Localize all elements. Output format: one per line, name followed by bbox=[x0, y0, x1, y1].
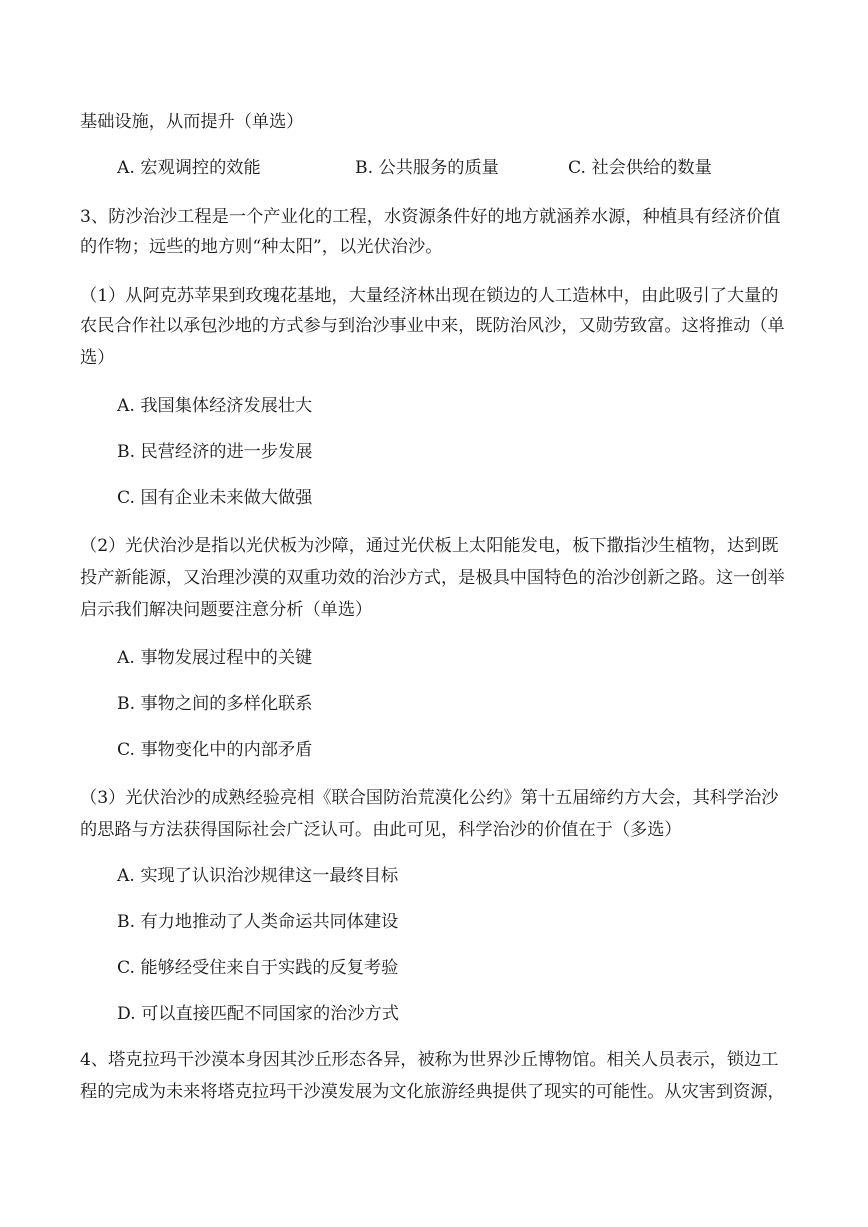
q3-sub3-option-b: B. 有力地推动了人类命运共同体建设 bbox=[117, 912, 399, 932]
q3-intro-line-1: 3、防沙治沙工程是一个产业化的工程，水资源条件好的地方就涵养水源，种植具有经济价值 bbox=[80, 207, 781, 227]
q4-stem-line-1: 4、塔克拉玛干沙漠本身因其沙丘形态各异，被称为世界沙丘博物馆。相关人员表示，锁边工 bbox=[80, 1050, 779, 1070]
q3-sub3-stem-line-1: （3）光伏治沙的成熟经验亮相《联合国防治荒漠化公约》第十五届缔约方大会，其科学治沙 bbox=[80, 788, 779, 808]
q3-sub1-option-b: B. 民营经济的进一步发展 bbox=[117, 442, 313, 462]
q3-intro-line-2: 的作物；远些的地方则“种太阳”，以光伏治沙。 bbox=[80, 237, 443, 257]
q2-stem-tail: 基础设施，从而提升（单选） bbox=[80, 112, 304, 132]
q3-sub2-stem-line-3: 启示我们解决问题要注意分析（单选） bbox=[80, 600, 373, 620]
q3-sub3-option-c: C. 能够经受住来自于实践的反复考验 bbox=[117, 958, 399, 978]
q3-sub1-stem-line-2: 农民合作社以承包沙地的方式参与到治沙事业中来，既防治风沙，又勋劳致富。这将推动（单 bbox=[80, 316, 785, 336]
q2-option-b: B. 公共服务的质量 bbox=[355, 158, 499, 178]
q3-sub2-option-c: C. 事物变化中的内部矛盾 bbox=[117, 740, 313, 760]
q3-sub2-stem-line-1: （2）光伏治沙是指以光伏板为沙障，通过光伏板上太阳能发电，板下撒指沙生植物，达到既 bbox=[80, 536, 779, 556]
q3-sub2-stem-line-2: 投产新能源，又治理沙漠的双重功效的治沙方式，是极具中国特色的治沙创新之路。这一创举 bbox=[80, 568, 785, 588]
q3-sub1-option-a: A. 我国集体经济发展壮大 bbox=[117, 396, 313, 416]
q3-sub3-option-a: A. 实现了认识治沙规律这一最终目标 bbox=[117, 866, 399, 886]
q3-sub3-stem-line-2: 的思路与方法获得国际社会广泛认可。由此可见，科学治沙的价值在于（多选） bbox=[80, 820, 682, 840]
q3-sub3-option-d: D. 可以直接匹配不同国家的治沙方式 bbox=[117, 1004, 399, 1024]
q2-option-a: A. 宏观调控的效能 bbox=[117, 158, 261, 178]
q4-stem-line-2: 程的完成为未来将塔克拉玛干沙漠发展为文化旅游经典提供了现实的可能性。从灾害到资源， bbox=[80, 1082, 785, 1102]
q3-sub1-option-c: C. 国有企业未来做大做强 bbox=[117, 488, 313, 508]
q3-sub2-option-a: A. 事物发展过程中的关键 bbox=[117, 648, 313, 668]
q2-option-c: C. 社会供给的数量 bbox=[568, 158, 712, 178]
q3-sub2-option-b: B. 事物之间的多样化联系 bbox=[117, 694, 313, 714]
q2-options bbox=[0, 156, 868, 180]
q3-sub1-stem-line-3: 选） bbox=[80, 348, 115, 368]
q3-sub1-stem-line-1: （1）从阿克苏苹果到玫瑰花基地，大量经济林出现在锁边的人工造林中，由此吸引了大量的 bbox=[80, 286, 779, 306]
